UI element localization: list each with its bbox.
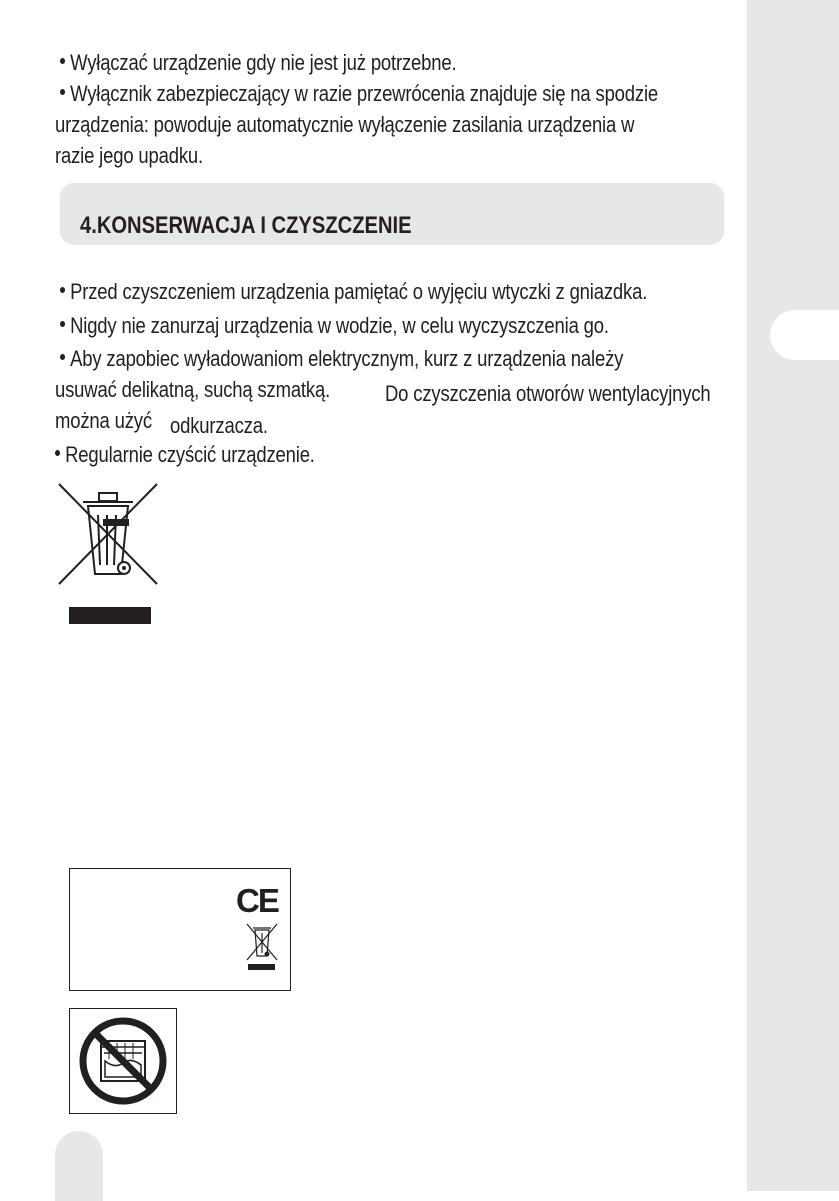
text-line: urządzenia: powoduje automatycznie wyłączenie zasilania urządzenia w: [55, 112, 635, 137]
bullet-line-4: Nigdy nie zanurzaj urządzenia w wodzie, w celu wyczyszczenia go.: [60, 313, 609, 339]
crossed-out-wheelie-bin-icon: [55, 482, 161, 588]
small-weee-bar: [248, 964, 275, 970]
bullet-icon: [55, 450, 60, 456]
bullet-icon: [60, 89, 65, 95]
bullet-icon: [60, 287, 65, 293]
text-line: Do czyszczenia otworów wentylacyjnych: [385, 381, 711, 406]
text-line: razie jego upadku.: [55, 143, 204, 168]
side-tab-marker: [770, 310, 839, 360]
bullet-icon: [60, 354, 65, 360]
bullet-line-1: Wyłączać urządzenie gdy nie jest już potrzebne.: [60, 50, 456, 76]
do-not-cover-icon: [75, 1013, 171, 1109]
ce-mark-icon: CE: [236, 882, 278, 919]
bullet-line-2: Wyłącznik zabezpieczający w razie przewrócenia znajduje się na spodzie: [60, 81, 658, 107]
text-line: odkurzacza.: [170, 413, 268, 438]
section-title: 4.KONSERWACJA I CZYSZCZENIE: [80, 212, 412, 239]
text-line: można użyć: [55, 408, 152, 433]
bullet-icon: [60, 58, 65, 64]
bullet-line-5: Aby zapobiec wyładowaniom elektrycznym, kurz z urządzenia należy: [60, 346, 623, 372]
bullet-line-3: Przed czyszczeniem urządzenia pamiętać o wyjęciu wtyczki z gniazdka.: [60, 279, 647, 305]
bullet-icon: [60, 321, 65, 327]
weee-bar: [69, 607, 151, 624]
bullet-line-6: Regularnie czyścić urządzenie.: [55, 442, 315, 468]
side-tab-strip: [747, 0, 839, 1191]
small-crossed-out-bin-icon: [245, 922, 279, 962]
text-line: usuwać delikatną, suchą szmatką.: [55, 377, 331, 402]
